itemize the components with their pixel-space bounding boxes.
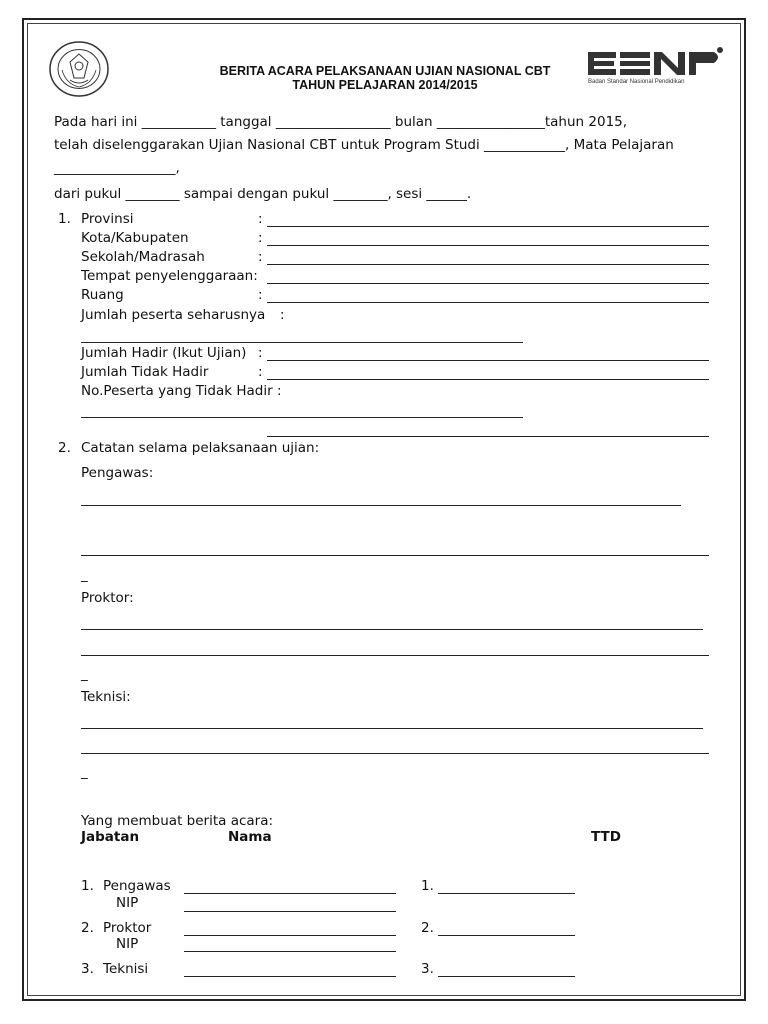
intro-line-3: __________________, bbox=[54, 160, 180, 176]
teknisi-line-1 bbox=[81, 728, 703, 729]
column-header-ttd: TTD bbox=[591, 829, 621, 845]
sign-row-1-ttd-number: 1. bbox=[421, 878, 434, 894]
field-colon: : bbox=[258, 211, 263, 227]
proktor-label: Proktor: bbox=[81, 590, 134, 606]
sign-row-2-nip-label: NIP bbox=[116, 936, 139, 952]
sign-row-3-ttd-number: 3. bbox=[421, 961, 434, 977]
column-header-jabatan: Jabatan bbox=[81, 829, 140, 845]
field-line-kota bbox=[267, 245, 709, 246]
field-colon: : bbox=[276, 383, 282, 399]
field-label-kota: Kota/Kabupaten bbox=[81, 230, 189, 246]
field-line-jumlah-seharusnya bbox=[81, 342, 523, 343]
field-line-no-peserta-1 bbox=[81, 417, 523, 418]
bsnp-logo-icon bbox=[586, 46, 726, 82]
bsnp-logo-subtitle: Badan Standar Nasional Pendidikan bbox=[588, 79, 685, 85]
field-colon: : bbox=[258, 364, 263, 380]
field-colon: : bbox=[280, 307, 285, 323]
field-label-jumlah-hadir: Jumlah Hadir (Ikut Ujian) bbox=[81, 345, 247, 361]
field-colon: : bbox=[253, 268, 258, 284]
sign-row-3-role: Teknisi bbox=[103, 961, 149, 977]
field-line-ruang bbox=[267, 302, 709, 303]
sign-row-1-nip-label: NIP bbox=[116, 895, 139, 911]
field-label-jumlah-tidak-hadir: Jumlah Tidak Hadir bbox=[81, 364, 209, 380]
sign-row-2-name-line bbox=[184, 935, 396, 936]
signature-intro: Yang membuat berita acara: bbox=[81, 813, 274, 829]
intro-line-4: dari pukul ________ sampai dengan pukul ________, sesi ______. bbox=[54, 186, 472, 202]
sign-row-1-name-line bbox=[184, 893, 396, 894]
sign-row-1-role: Pengawas bbox=[103, 878, 171, 894]
document-title bbox=[180, 64, 590, 92]
field-label-ruang: Ruang bbox=[81, 287, 124, 303]
field-line-provinsi bbox=[267, 226, 709, 227]
pengawas-line-1 bbox=[81, 505, 681, 506]
field-line-tempat bbox=[267, 283, 709, 284]
bsnp-logo bbox=[586, 46, 726, 96]
pengawas-label: Pengawas: bbox=[81, 465, 154, 481]
field-colon: : bbox=[258, 230, 263, 246]
field-line-no-peserta-2 bbox=[267, 436, 709, 437]
proktor-line-2 bbox=[81, 655, 709, 656]
section-1-number: 1. bbox=[58, 211, 71, 227]
teknisi-label: Teknisi: bbox=[81, 689, 131, 705]
sign-row-1-number: 1. bbox=[81, 878, 94, 894]
sign-row-3-number: 3. bbox=[81, 961, 94, 977]
pengawas-line-2 bbox=[81, 555, 709, 556]
field-colon: : bbox=[258, 249, 263, 265]
field-colon: : bbox=[258, 287, 263, 303]
field-label-tempat-text: Tempat penyelenggaraan bbox=[81, 268, 254, 284]
title-line-2: TAHUN PELAJARAN 2014/2015 bbox=[292, 78, 478, 92]
sign-row-3-name-line bbox=[184, 976, 396, 977]
tut-wuri-handayani-seal-icon bbox=[48, 40, 110, 98]
field-label-sekolah: Sekolah/Madrasah bbox=[81, 249, 205, 265]
teknisi-dash: _ bbox=[81, 764, 88, 780]
section-2-number: 2. bbox=[58, 440, 71, 456]
sign-row-3-ttd-line bbox=[438, 976, 575, 977]
field-label-tempat bbox=[81, 268, 258, 284]
sign-row-1-nip-line bbox=[184, 911, 396, 912]
field-line-sekolah bbox=[267, 264, 709, 265]
field-colon: : bbox=[258, 345, 263, 361]
section-2-title: Catatan selama pelaksanaan ujian: bbox=[81, 440, 320, 456]
field-label-no-peserta bbox=[81, 383, 282, 399]
sign-row-2-role: Proktor bbox=[103, 920, 152, 936]
field-line-jumlah-hadir bbox=[267, 360, 709, 361]
field-label-provinsi: Provinsi bbox=[81, 211, 134, 227]
field-label-no-peserta-text: No.Peserta yang Tidak Hadir bbox=[81, 383, 273, 399]
sign-row-2-nip-line bbox=[184, 951, 396, 952]
sign-row-2-ttd-number: 2. bbox=[421, 920, 434, 936]
field-line-jumlah-tidak-hadir bbox=[267, 379, 709, 380]
sign-row-2-ttd-line bbox=[438, 935, 575, 936]
intro-line-2: telah diselenggarakan Ujian Nasional CBT untuk Program Studi ____________, Mata Pelajaran bbox=[54, 137, 674, 153]
sign-row-1-ttd-line bbox=[438, 893, 575, 894]
sign-row-2-number: 2. bbox=[81, 920, 94, 936]
field-label-jumlah-seharusnya: Jumlah peserta seharusnya bbox=[81, 307, 266, 323]
teknisi-line-2 bbox=[81, 753, 709, 754]
proktor-line-1 bbox=[81, 629, 703, 630]
pengawas-dash: _ bbox=[81, 567, 88, 583]
proktor-dash: _ bbox=[81, 666, 88, 682]
column-header-nama: Nama bbox=[228, 829, 272, 845]
intro-line-1: Pada hari ini ___________ tanggal _________________ bulan ________________tahun 2015, bbox=[54, 114, 628, 130]
title-line-1: BERITA ACARA PELAKSANAAN UJIAN NASIONAL CBT bbox=[219, 64, 551, 78]
